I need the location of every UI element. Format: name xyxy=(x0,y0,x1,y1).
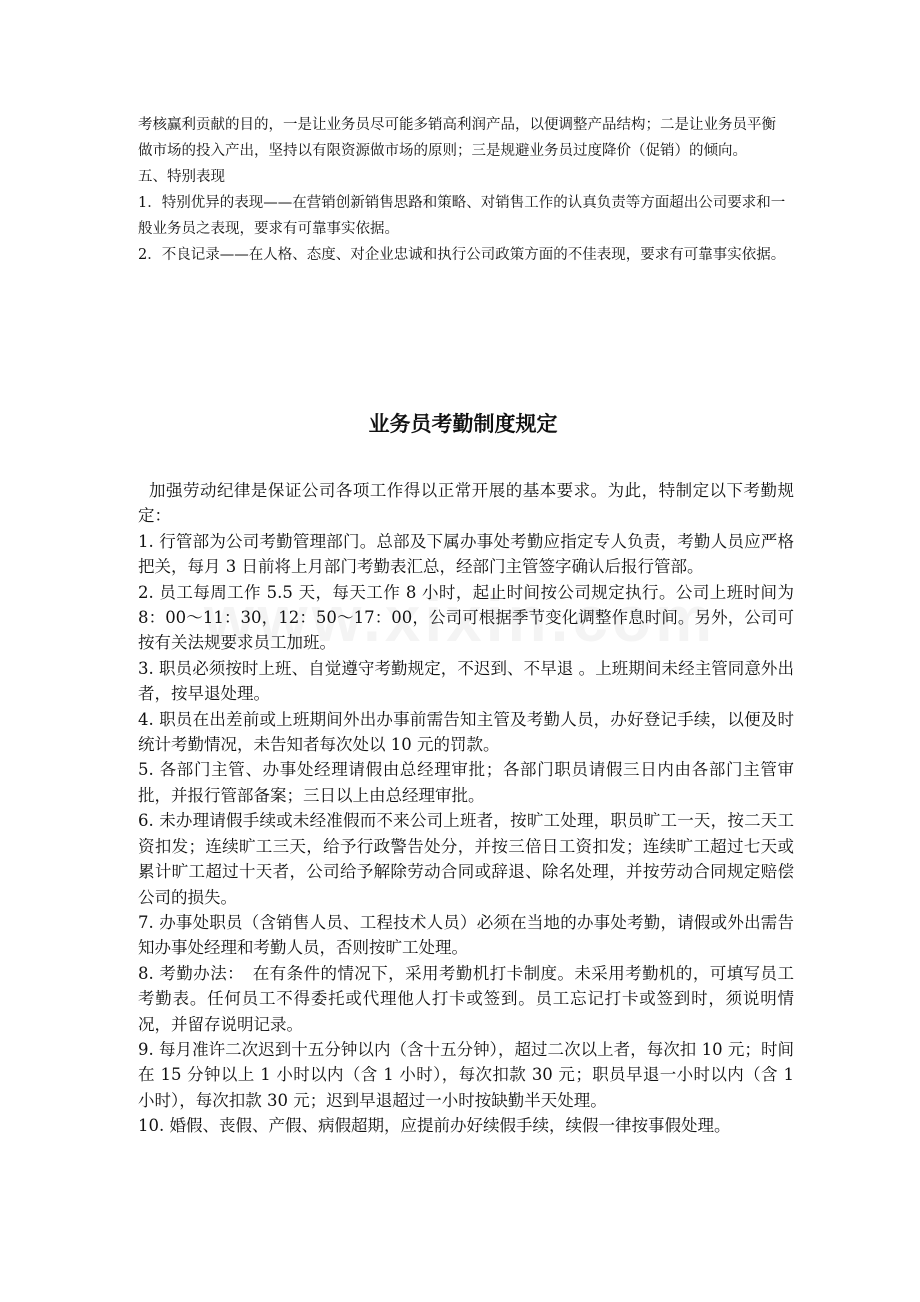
special-performance-item-1: 1．特别优异的表现——在营销创新销售思路和策略、对销售工作的认真负责等方面超出公司要求和一般业务员之表现，要求有可靠事实依据。 xyxy=(138,195,786,237)
rule-item-10: 10. 婚假、丧假、产假、病假超期，应提前办好续假手续，续假一律按事假处理。 xyxy=(138,1116,731,1136)
top-section xyxy=(138,112,788,268)
special-performance-item-2: 2．不良记录——在人格、态度、对企业忠诚和执行公司政策方面的不佳表现，要求有可靠事实依据。 xyxy=(138,247,786,263)
rule-item-8: 8. 考勤办法： 在有条件的情况下，采用考勤机打卡制度。未采用考勤机的，可填写员工考勤表。任何员工不得委托或代理他人打卡或签到。员工忘记打卡或签到时，须说明情况，并留存说明记录。 xyxy=(138,963,794,1034)
section-five-heading: 五、特别表现 xyxy=(138,169,225,185)
rule-item-2: 2. 员工每周工作 5.5 天，每天工作 8 小时，起止时间按公司规定执行。公司上班时间为 8：00～11：30，12：50～17：00，公司可根据季节变化调整作息时间。另外，公司可按有关法规要求员工加班。 xyxy=(138,582,794,653)
profit-contribution-paragraph: 考核赢利贡献的目的，一是让业务员尽可能多销高利润产品，以便调整产品结构；二是让业务员平衡做市场的投入产出，坚持以有限资源做市场的原则；三是规避业务员过度降价（促销）的倾向。 xyxy=(138,117,776,159)
rule-item-3: 3. 职员必须按时上班、自觉遵守考勤规定，不迟到、不早退 。上班期间未经主管同意外出者，按早退处理。 xyxy=(138,658,794,704)
rule-item-7: 7. 办事处职员（含销售人员、工程技术人员）必须在当地的办事处考勤，请假或外出需告知办事处经理和考勤人员，否则按旷工处理。 xyxy=(138,912,794,958)
rule-item-4: 4. 职员在出差前或上班期间外出办事前需告知主管及考勤人员，办好登记手续，以便及时统计考勤情况，未告知者每次处以 10 元的罚款。 xyxy=(138,709,794,755)
rule-item-9: 9. 每月准许二次迟到十五分钟以内（含十五分钟），超过二次以上者，每次扣 10 元；时间在 15 分钟以上 1 小时以内（含 1 小时），每次扣款 30 元；职员早退一小时以内（含 1 小时），每次扣款 30 元；迟到早退超过一小时按缺勤半天处理。 xyxy=(138,1039,794,1110)
attendance-rules xyxy=(138,478,794,1139)
rule-item-1: 1. 行管部为公司考勤管理部门。总部及下属办事处考勤应指定专人负责，考勤人员应严格把关，每月 3 日前将上月部门考勤表汇总，经部门主管签字确认后报行管部。 xyxy=(138,531,794,577)
document-title: 业务员考勤制度规定 xyxy=(368,412,558,436)
intro-paragraph: 加强劳动纪律是保证公司各项工作得以正常开展的基本要求。为此，特制定以下考勤规定： xyxy=(138,481,794,526)
rule-item-5: 5. 各部门主管、办事处经理请假由总经理审批；各部门职员请假三日内由各部门主管审批，并报行管部备案；三日以上由总经理审批。 xyxy=(138,760,794,805)
rule-item-6: 6. 未办理请假手续或未经准假而不来公司上班者，按旷工处理，职员旷工一天，按二天工资扣发；连续旷工三天，给予行政警告处分，并按三倍日工资扣发；连续旷工超过七天或累计旷工超过十天者，公司给予解除劳动合同或辞退、除名处理，并按劳动合同规定赔偿公司的损失。 xyxy=(138,811,794,907)
